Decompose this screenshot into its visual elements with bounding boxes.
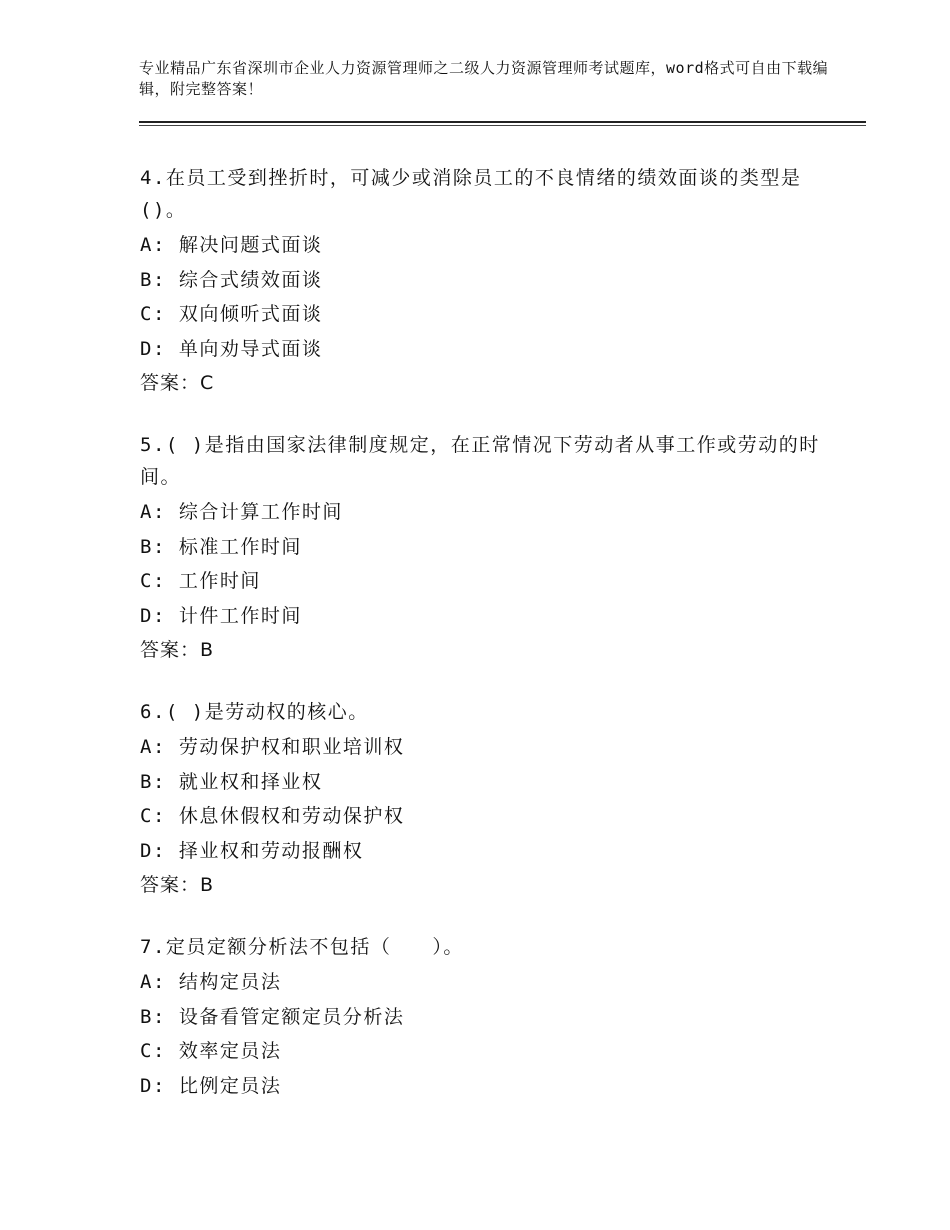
question-stem: 6.( )是劳动权的核心。 [140, 701, 369, 723]
option-letter: C: [140, 1040, 166, 1062]
option-letter: B: [140, 268, 166, 291]
option-letter: D: [140, 1074, 166, 1097]
option-b [140, 765, 840, 800]
option-text: 标准工作时间 [178, 535, 302, 558]
option-text: 就业权和择业权 [178, 770, 323, 793]
option-letter: C: [140, 303, 166, 325]
header-divider-thick [139, 121, 866, 123]
option-letter: B: [140, 535, 166, 558]
option-c [140, 297, 840, 332]
option-a [140, 965, 840, 1000]
option-c [140, 564, 840, 599]
option-letter: A: [140, 234, 166, 256]
option-text: 工作时间 [178, 570, 261, 592]
option-text: 休息休假权和劳动保护权 [178, 805, 405, 827]
answer-line: 答案：B [140, 639, 215, 661]
option-letter: A: [140, 736, 166, 758]
option-letter: B: [140, 770, 166, 793]
question-stem: 7.定员定额分析法不包括（ ）。 [140, 936, 464, 958]
option-letter: A: [140, 971, 166, 993]
option-text: 解决问题式面谈 [178, 234, 323, 256]
question-7 [140, 931, 840, 1103]
option-d [140, 332, 840, 367]
option-b [140, 530, 840, 565]
option-text: 结构定员法 [178, 971, 282, 993]
option-d [140, 599, 840, 634]
question-list [140, 162, 840, 1132]
option-text: 比例定员法 [178, 1074, 282, 1097]
option-text: 综合式绩效面谈 [178, 268, 323, 291]
option-a [140, 228, 840, 263]
option-d [140, 1069, 840, 1104]
option-text: 劳动保护权和职业培训权 [178, 736, 405, 758]
option-c [140, 1034, 840, 1069]
option-letter: D: [140, 337, 166, 360]
option-letter: A: [140, 501, 166, 523]
question-5 [140, 429, 840, 667]
option-letter: C: [140, 805, 166, 827]
option-a [140, 495, 840, 530]
header-divider-thin [139, 125, 866, 126]
option-text: 单向劝导式面谈 [178, 337, 323, 360]
answer-line: 答案：C [140, 372, 215, 394]
option-d [140, 834, 840, 869]
option-text: 综合计算工作时间 [178, 501, 343, 523]
option-letter: C: [140, 570, 166, 592]
option-b [140, 263, 840, 298]
option-c [140, 799, 840, 834]
option-text: 计件工作时间 [178, 604, 302, 627]
option-text: 择业权和劳动报酬权 [178, 839, 364, 862]
option-letter: D: [140, 839, 166, 862]
option-b [140, 1000, 840, 1035]
answer-line: 答案：B [140, 874, 215, 896]
document-header: 专业精品广东省深圳市企业人力资源管理师之二级人力资源管理师考试题库，word格式可自由下载编辑，附完整答案！ [139, 59, 829, 98]
option-text: 双向倾听式面谈 [178, 303, 323, 325]
option-letter: D: [140, 604, 166, 627]
question-stem: 5.( )是指由国家法律制度规定，在正常情况下劳动者从事工作或劳动的时间。 [140, 434, 820, 488]
option-text: 设备看管定额定员分析法 [178, 1005, 405, 1028]
option-a [140, 730, 840, 765]
question-6 [140, 696, 840, 902]
question-stem: 4.在员工受到挫折时，可减少或消除员工的不良情绪的绩效面谈的类型是()。 [140, 167, 802, 221]
question-4 [140, 162, 840, 400]
option-letter: B: [140, 1005, 166, 1028]
option-text: 效率定员法 [178, 1040, 282, 1062]
